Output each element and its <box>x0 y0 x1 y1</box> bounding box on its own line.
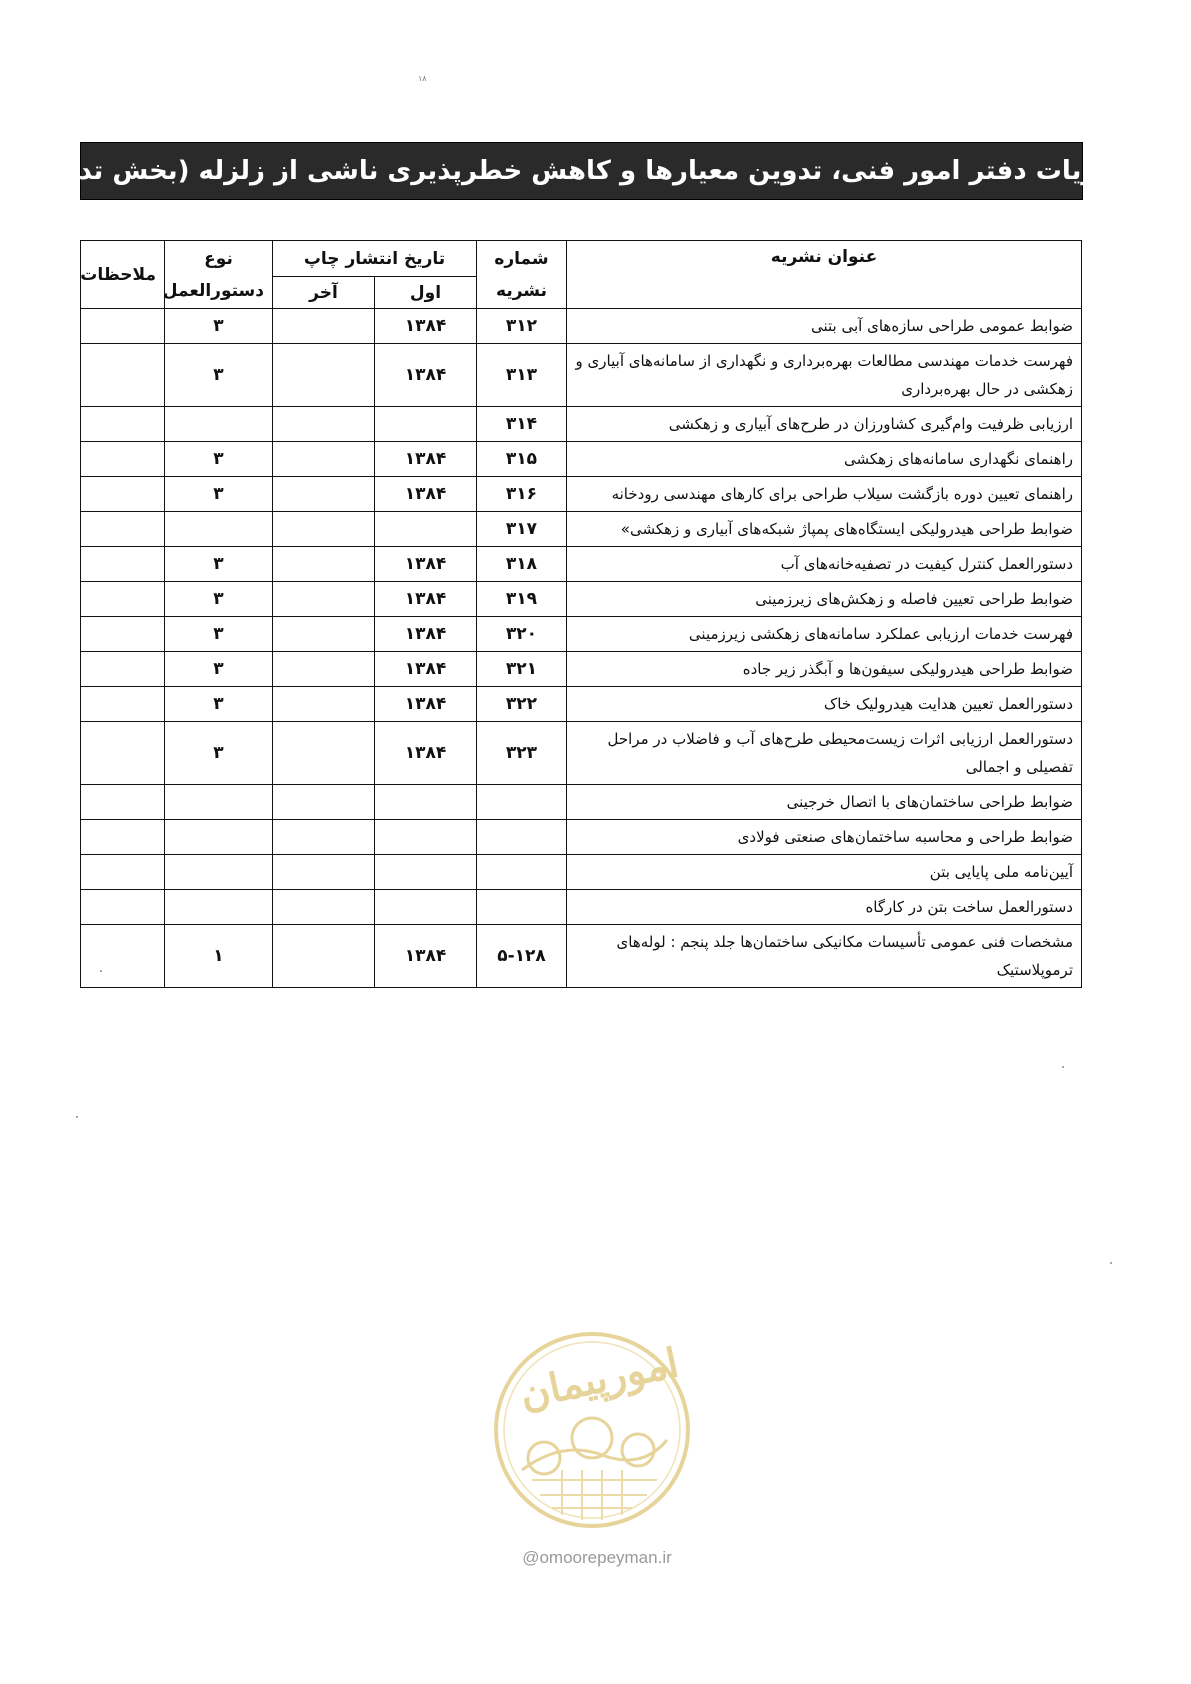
cell-instruction-type: ۳ <box>165 652 273 687</box>
cell-instruction-type: ۳ <box>165 722 273 785</box>
header-number-line1: شماره <box>494 248 549 269</box>
cell-last-print-year <box>273 582 375 617</box>
cell-first-print-year: ۱۳۸۴ <box>375 652 477 687</box>
page-mark: ۱۸ <box>418 74 427 83</box>
cell-publication-number: ۳۱۵ <box>477 442 567 477</box>
cell-publication-number <box>477 820 567 855</box>
cell-instruction-type <box>165 820 273 855</box>
cell-title: ارزیابی ظرفیت وام‌گیری کشاورزان در طرح‌های آبیاری و زهکشی <box>567 407 1082 442</box>
table-row <box>81 309 1082 344</box>
cell-instruction-type: ۳ <box>165 687 273 722</box>
cell-last-print-year <box>273 512 375 547</box>
cell-instruction-type: ۳ <box>165 442 273 477</box>
cell-last-print-year <box>273 344 375 407</box>
cell-publication-number: ۳۲۰ <box>477 617 567 652</box>
cell-publication-number: ۳۲۲ <box>477 687 567 722</box>
header-number <box>477 241 567 309</box>
cell-publication-number: ۳۲۳ <box>477 722 567 785</box>
table-row <box>81 477 1082 512</box>
logo-text: امورپیمان <box>515 1339 683 1419</box>
cell-last-print-year <box>273 407 375 442</box>
cell-title: دستورالعمل ساخت بتن در کارگاه <box>567 890 1082 925</box>
document-banner: نشریات دفتر امور فنی، تدوین معیارها و کاهش خطرپذیری ناشی از زلزله (بخش تدوین <box>80 142 1083 200</box>
cell-notes <box>81 477 165 512</box>
cell-first-print-year: ۱۳۸۴ <box>375 925 477 988</box>
cell-notes <box>81 442 165 477</box>
cell-title: ضوابط طراحی هیدرولیکی سیفون‌ها و آبگذر زیر جاده <box>567 652 1082 687</box>
cell-title: فهرست خدمات مهندسی مطالعات بهره‌برداری و نگهداری از سامانه‌های آبیاری و زهکشی در حال بهره‌برداری <box>567 344 1082 407</box>
cell-last-print-year <box>273 442 375 477</box>
cell-notes <box>81 925 165 988</box>
cell-notes <box>81 855 165 890</box>
table-row <box>81 512 1082 547</box>
cell-first-print-year: ۱۳۸۴ <box>375 344 477 407</box>
table-row <box>81 925 1082 988</box>
omoore-peyman-logo <box>492 1330 692 1530</box>
cell-title: ضوابط طراحی ساختمان‌های با اتصال خرجینی <box>567 785 1082 820</box>
cell-title: ضوابط عمومی طراحی سازه‌های آبی بتنی <box>567 309 1082 344</box>
cell-title: ضوابط طراحی و محاسبه ساختمان‌های صنعتی فولادی <box>567 820 1082 855</box>
table-row <box>81 785 1082 820</box>
table-row <box>81 722 1082 785</box>
cell-publication-number: ۳۱۹ <box>477 582 567 617</box>
cell-last-print-year <box>273 687 375 722</box>
cell-publication-number <box>477 890 567 925</box>
header-first-print: اول <box>375 277 477 309</box>
cell-first-print-year: ۱۳۸۴ <box>375 687 477 722</box>
cell-instruction-type <box>165 407 273 442</box>
cell-notes <box>81 890 165 925</box>
cell-notes <box>81 652 165 687</box>
cell-last-print-year <box>273 925 375 988</box>
cell-publication-number: ۵-۱۲۸ <box>477 925 567 988</box>
header-type-line2: دستورالعمل <box>162 280 264 301</box>
table-row <box>81 687 1082 722</box>
cell-instruction-type <box>165 512 273 547</box>
cell-last-print-year <box>273 477 375 512</box>
header-publish-date: تاریخ انتشار چاپ <box>273 241 477 277</box>
cell-last-print-year <box>273 855 375 890</box>
cell-notes <box>81 582 165 617</box>
cell-publication-number <box>477 855 567 890</box>
cell-title: آیین‌نامه ملی پایایی بتن <box>567 855 1082 890</box>
cell-notes <box>81 785 165 820</box>
cell-first-print-year: ۱۳۸۴ <box>375 442 477 477</box>
cell-notes <box>81 547 165 582</box>
cell-publication-number: ۳۱۸ <box>477 547 567 582</box>
cell-notes <box>81 344 165 407</box>
header-title: عنوان نشریه <box>567 241 1082 309</box>
table-row <box>81 617 1082 652</box>
cell-title: دستورالعمل ارزیابی اثرات زیست‌محیطی طرح‌های آب و فاضلاب در مراحل تفصیلی و اجمالی <box>567 722 1082 785</box>
publications-table <box>80 240 1082 988</box>
cell-first-print-year <box>375 407 477 442</box>
header-last-print: آخر <box>273 277 375 309</box>
cell-publication-number <box>477 785 567 820</box>
cell-instruction-type <box>165 890 273 925</box>
cell-first-print-year: ۱۳۸۴ <box>375 309 477 344</box>
cell-first-print-year: ۱۳۸۴ <box>375 617 477 652</box>
cell-title: ضوابط طراحی هیدرولیکی ایستگاه‌های پمپاژ شبکه‌های آبیاری و زهکشی» <box>567 512 1082 547</box>
scan-speck <box>1110 1262 1112 1264</box>
cell-notes <box>81 512 165 547</box>
cell-title: مشخصات فنی عمومی تأسیسات مکانیکی ساختمان‌ها جلد پنجم : لوله‌های ترموپلاستیک <box>567 925 1082 988</box>
cell-publication-number: ۳۱۳ <box>477 344 567 407</box>
table-row <box>81 344 1082 407</box>
cell-last-print-year <box>273 309 375 344</box>
table-body <box>81 309 1082 988</box>
header-instruction-type <box>162 241 273 309</box>
cell-notes <box>81 820 165 855</box>
table-row <box>81 855 1082 890</box>
cell-notes <box>81 687 165 722</box>
scan-speck <box>100 970 102 972</box>
cell-first-print-year: ۱۳۸۴ <box>375 477 477 512</box>
cell-notes <box>81 617 165 652</box>
cell-title: راهنمای نگهداری سامانه‌های زهکشی <box>567 442 1082 477</box>
scan-speck <box>1062 1066 1064 1068</box>
cell-title: فهرست خدمات ارزیابی عملکرد سامانه‌های زهکشی زیرزمینی <box>567 617 1082 652</box>
cell-notes <box>81 407 165 442</box>
table-row <box>81 442 1082 477</box>
table-row <box>81 820 1082 855</box>
cell-instruction-type: ۳ <box>165 582 273 617</box>
header-type-line1: نوع <box>204 248 233 269</box>
cell-instruction-type: ۳ <box>165 344 273 407</box>
publications-table-wrap <box>80 240 1081 988</box>
cell-first-print-year <box>375 855 477 890</box>
cell-first-print-year <box>375 512 477 547</box>
cell-last-print-year <box>273 547 375 582</box>
cell-last-print-year <box>273 722 375 785</box>
cell-notes <box>81 309 165 344</box>
table-row <box>81 890 1082 925</box>
table-row <box>81 652 1082 687</box>
cell-title: راهنمای تعیین دوره بازگشت سیلاب طراحی برای کارهای مهندسی رودخانه <box>567 477 1082 512</box>
cell-instruction-type: ۳ <box>165 547 273 582</box>
cell-instruction-type <box>165 855 273 890</box>
cell-first-print-year <box>375 820 477 855</box>
cell-first-print-year <box>375 890 477 925</box>
cell-instruction-type: ۱ <box>165 925 273 988</box>
cell-instruction-type: ۳ <box>165 617 273 652</box>
table-row <box>81 547 1082 582</box>
cell-first-print-year: ۱۳۸۴ <box>375 547 477 582</box>
cell-title: دستورالعمل کنترل کیفیت در تصفیه‌خانه‌های آب <box>567 547 1082 582</box>
cell-title: ضوابط طراحی تعیین فاصله و زهکش‌های زیرزمینی <box>567 582 1082 617</box>
cell-publication-number: ۳۲۱ <box>477 652 567 687</box>
header-notes: ملاحظات <box>81 241 165 309</box>
cell-notes <box>81 722 165 785</box>
cell-last-print-year <box>273 785 375 820</box>
cell-publication-number: ۳۱۷ <box>477 512 567 547</box>
cell-publication-number: ۳۱۲ <box>477 309 567 344</box>
table-row <box>81 407 1082 442</box>
cell-last-print-year <box>273 890 375 925</box>
cell-last-print-year <box>273 652 375 687</box>
cell-first-print-year <box>375 785 477 820</box>
cell-instruction-type: ۳ <box>165 477 273 512</box>
cell-first-print-year: ۱۳۸۴ <box>375 582 477 617</box>
scan-speck <box>76 1116 78 1118</box>
header-number-line2: نشریه <box>496 280 547 301</box>
watermark-caption: @omoorepeyman.ir <box>522 1548 672 1567</box>
cell-last-print-year <box>273 617 375 652</box>
cell-instruction-type <box>165 785 273 820</box>
cell-publication-number: ۳۱۴ <box>477 407 567 442</box>
cell-title: دستورالعمل تعیین هدایت هیدرولیک خاک <box>567 687 1082 722</box>
cell-first-print-year: ۱۳۸۴ <box>375 722 477 785</box>
cell-last-print-year <box>273 820 375 855</box>
table-row <box>81 582 1082 617</box>
cell-publication-number: ۳۱۶ <box>477 477 567 512</box>
cell-instruction-type: ۳ <box>165 309 273 344</box>
